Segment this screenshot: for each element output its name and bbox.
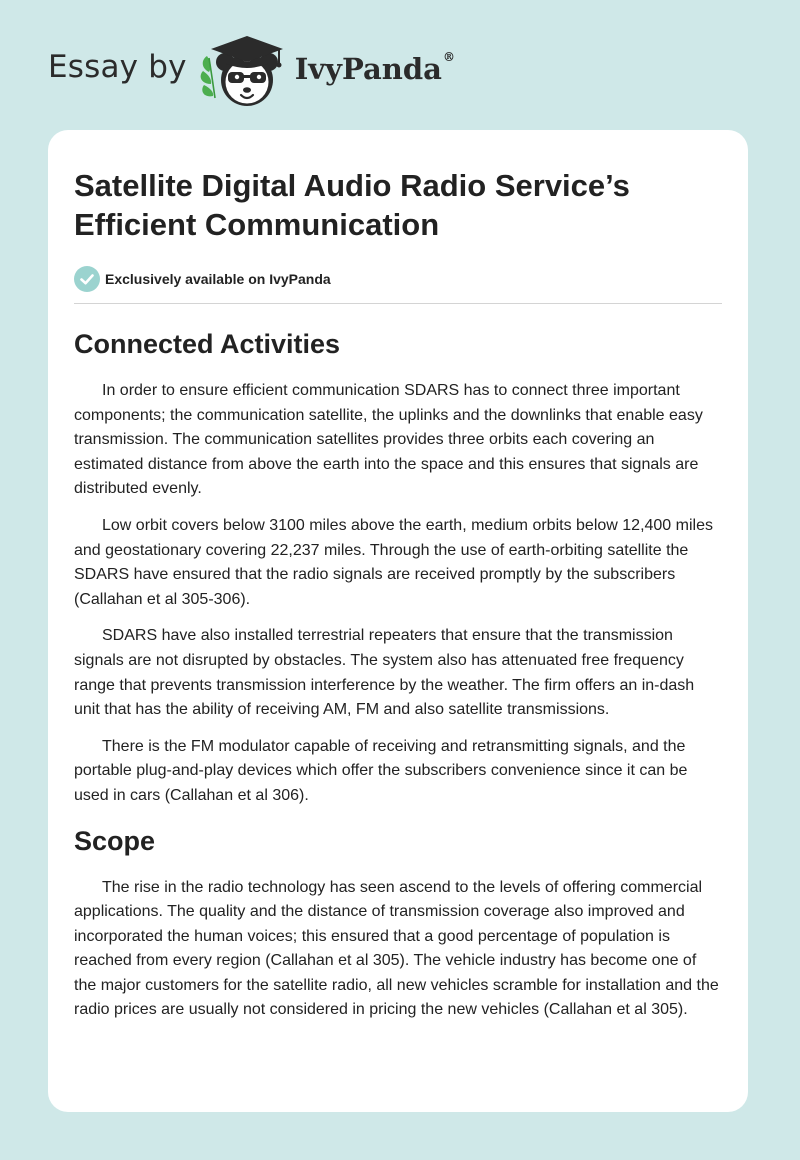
- section-scope: [74, 825, 722, 1024]
- paragraph: SDARS have also installed terrestrial repeaters that ensure that the transmission signals are not disrupted by obstacles. The system also has attenuated free frequency range that prevents transmission interference by the weather. The firm offers an in-dash unit that has the ability of receiving AM, FM and also satellite transmissions.: [74, 627, 695, 719]
- panda-graduate-logo-icon[interactable]: [199, 30, 291, 110]
- site-header: [48, 30, 455, 110]
- brand-name-text: IvyPanda: [294, 52, 442, 86]
- paragraph: In order to ensure efficient communication SDARS has to connect three important components; the communication satellite, the uplinks and the downlinks that enable easy transmission. The communication satellites provides three orbits each covering an estimated distance from above the earth into the space and this ensures that signals are distributed evenly.: [74, 382, 703, 498]
- exclusive-badge: [74, 266, 722, 292]
- article-content: [74, 130, 722, 1023]
- section-heading: Connected Activities: [74, 329, 341, 359]
- section-connected-activities: [74, 328, 722, 809]
- article-card: [48, 130, 748, 1112]
- ivypanda-brand-name[interactable]: [295, 52, 455, 86]
- paragraph: Low orbit covers below 3100 miles above the earth, medium orbits below 12,400 miles and geostationary covering 22,237 miles. Through the use of earth-orbiting satellite the SDARS have ensured that the radio signals are received promptly by the subscribers (Callahan et al 305-306).: [74, 516, 713, 608]
- essay-by-label: Essay by: [48, 49, 187, 85]
- title-divider: [74, 303, 722, 304]
- registered-mark: ®: [442, 50, 455, 64]
- section-heading: Scope: [74, 825, 156, 856]
- article-title: Satellite Digital Audio Radio Service’s Efficient Communication: [74, 168, 630, 242]
- paragraph: The rise in the radio technology has seen ascend to the levels of offering commercial applications. The quality and the distance of transmission coverage also improved and incorporated the human voices; this ensured that a good percentage of population is reached from every region (Callahan et al 305). The vehicle industry has become one of the major customers for the satellite radio, all new vehicles scramble for installation and the radio prices are usually not considered in pricing the new vehicles (Callahan et al 305).: [74, 878, 719, 1019]
- paragraph: There is the FM modulator capable of receiving and retransmitting signals, and the portable plug-and-play devices which offer the subscribers convenience since it can be used in cars (Callahan et al 306).: [74, 737, 688, 804]
- check-circle-icon: [74, 266, 100, 292]
- exclusive-badge-text: Exclusively available on IvyPanda: [105, 271, 331, 287]
